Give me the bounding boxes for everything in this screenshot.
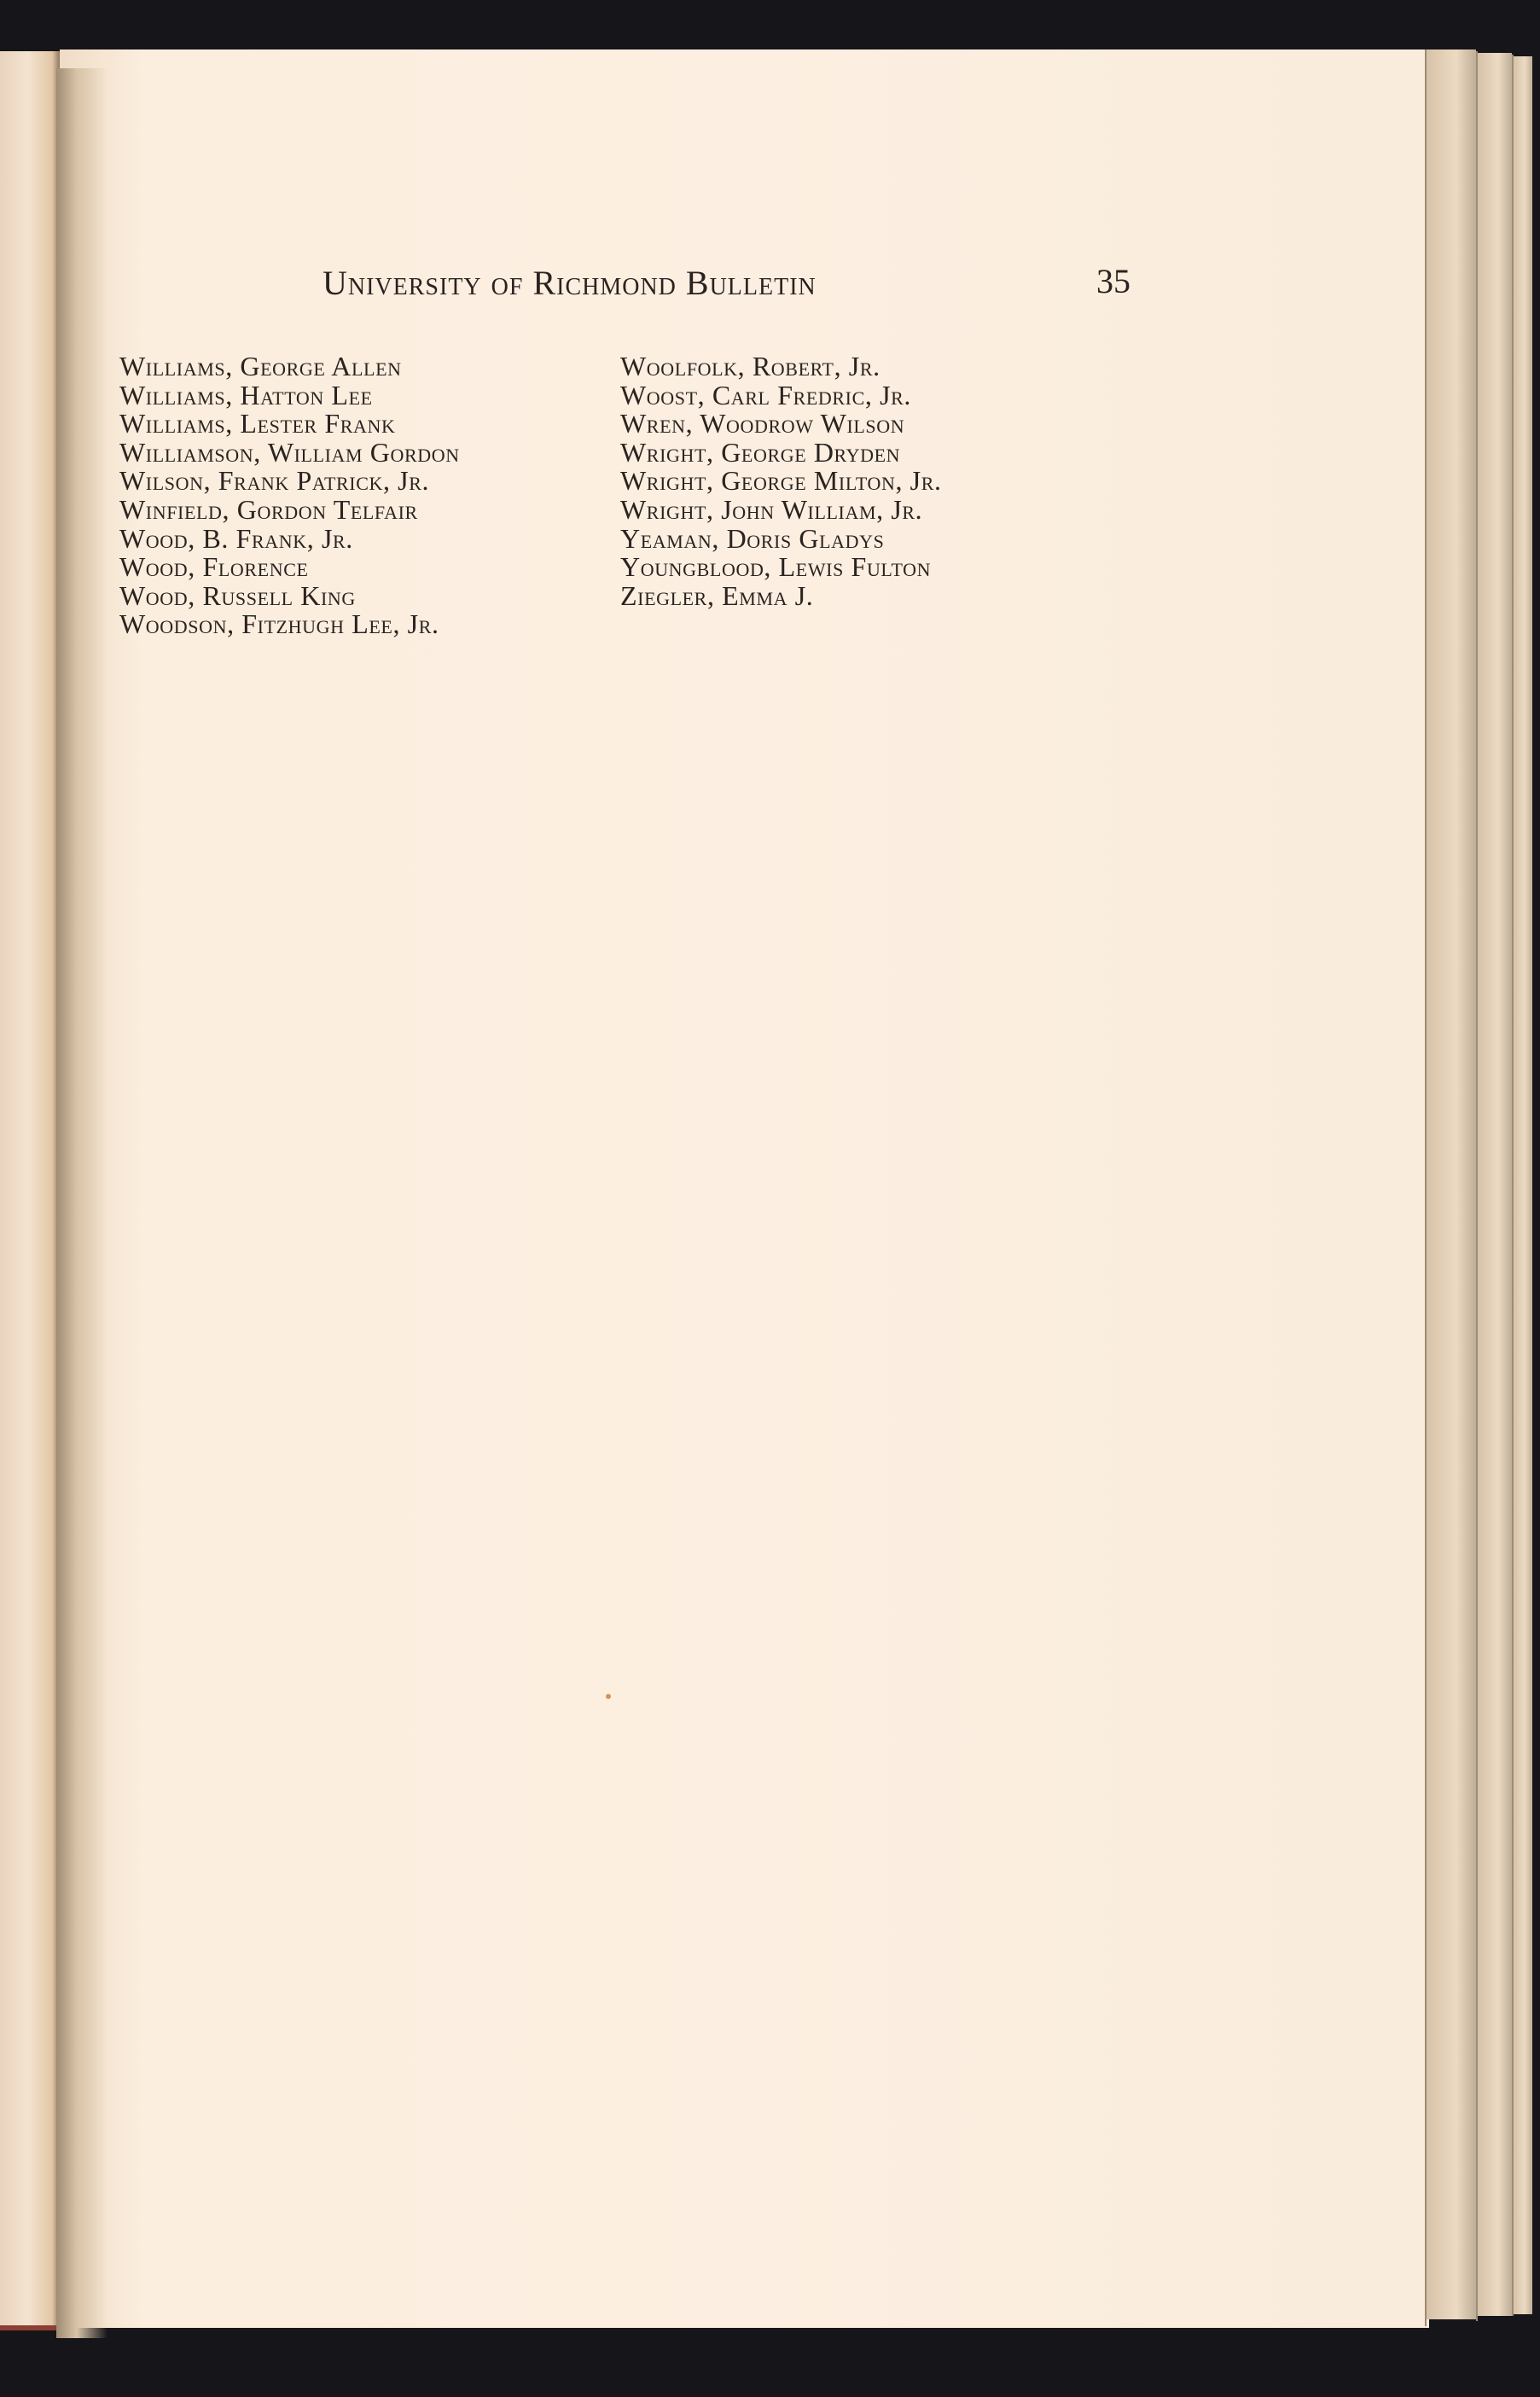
name-list-left: [119, 352, 460, 639]
page-stack-edge: [1427, 49, 1476, 2319]
paper-speck: [606, 1694, 611, 1699]
name-list-right: [620, 352, 942, 610]
list-item: Wilson, Frank Patrick, Jr.: [119, 465, 430, 497]
list-item: Wren, Woodrow Wilson: [620, 408, 905, 439]
list-item: Wright, George Dryden: [620, 436, 901, 468]
list-item: Wood, Florence: [119, 551, 309, 583]
page-number: 35: [1096, 262, 1130, 300]
list-item: Ziegler, Emma J.: [620, 579, 814, 611]
page-gutter-shadow: [56, 68, 108, 2338]
list-item: Williams, Lester Frank: [119, 408, 396, 439]
page-edge-line: [1512, 55, 1514, 2316]
page-edge-line: [1425, 49, 1427, 2326]
page-stack-edge: [1514, 56, 1532, 2314]
list-item: Wood, B. Frank, Jr.: [119, 522, 353, 554]
list-item: Wright, George Milton, Jr.: [620, 465, 942, 497]
list-item: Wright, John William, Jr.: [620, 493, 923, 525]
list-item: Williams, Hatton Lee: [119, 379, 373, 410]
facing-page-edge: [0, 51, 61, 2330]
list-item: Wood, Russell King: [119, 579, 356, 611]
list-item: Woodson, Fitzhugh Lee, Jr.: [119, 608, 439, 640]
list-item: Williamson, William Gordon: [119, 436, 460, 468]
list-item: Woost, Carl Fredric, Jr.: [620, 379, 911, 410]
running-head: University of Richmond Bulletin: [323, 264, 816, 302]
list-item: Williams, George Allen: [119, 351, 402, 381]
list-item: Woolfolk, Robert, Jr.: [620, 351, 880, 381]
list-item: Winfield, Gordon Telfair: [119, 493, 418, 525]
list-item: Yeaman, Doris Gladys: [620, 522, 885, 554]
list-item: Youngblood, Lewis Fulton: [620, 551, 932, 583]
page-edge-line: [1476, 51, 1478, 2321]
page-stack-edge: [1478, 53, 1512, 2316]
